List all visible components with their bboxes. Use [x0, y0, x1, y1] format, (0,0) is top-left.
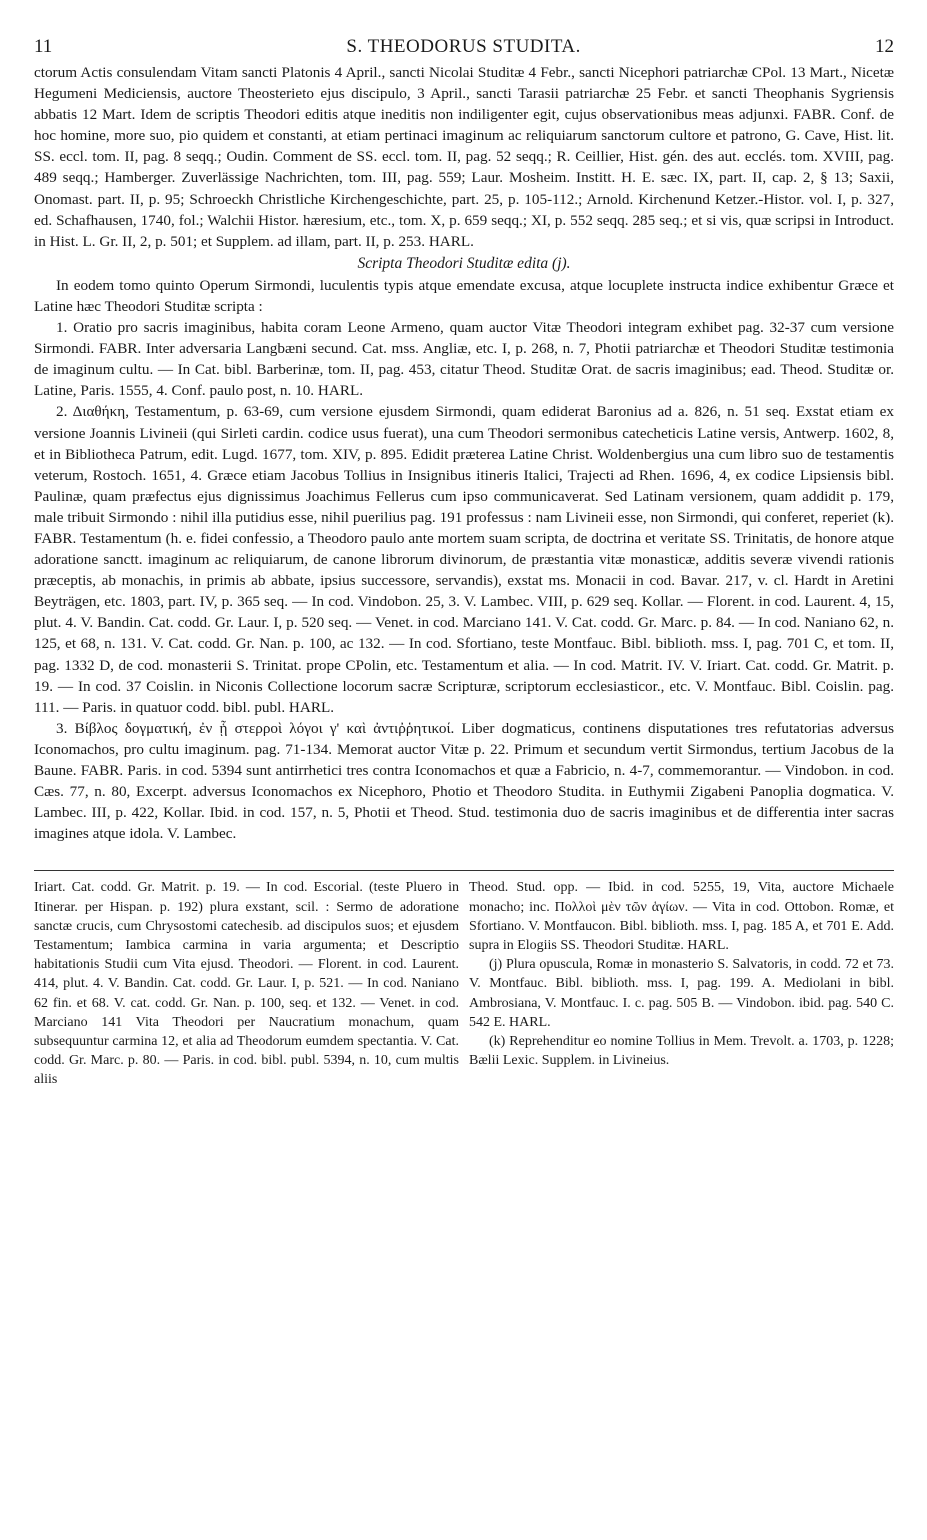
intro-paragraph: ctorum Actis consulendam Vitam sancti Platonis 4 April., sancti Nicolai Studitæ 4 Febr., sancti Nicephori patriarchæ CPol. 13 Mart., Nicetæ Hegumeni Mediciensis, auctore Theosterieto ejus discipulo, 3 April., sancti Tarasii patriarchæ 25 Febr. et sancti Theophanis Sygriensis abbatis 12 Mart. Idem de scriptis Theodori editis atque ineditis non indiligenter egit, cujus observationibus meas adjunxi. FABR. Conf. de hoc homine, more suo, pio quidem et constanti, at etiam pertinaci imaginum ac reliquiarum sanctorum cultore et patrono, G. Cave, Hist. lit. SS. eccl. tom. II, pag. 8 seqq.; Oudin. Comment de SS. eccl. tom. II, pag. 52 seqq.; R. Ceillier, Hist. gén. des aut. ecclés. tom. XVIII, pag. 489 seqq.; Hamberger. Zuverlässige Nachrichten, tom. III, pag. 559; Laur. Mosheim. Institt. H. E. sæc. IX, part. II, cap. 2, § 13; Saxii, Onomast. part. II, p. 95; Schroeckh Christliche Kirchengeschichte, part. 25, p. 105-112.; Arnold. Kirchenund Ketzer.-Histor. vol. I, p. 327, ed. Schafhausen, 1740, fol.; Walchii Histor. hæresium, etc., tom. X, p. 659 seqq.; XI, p. 552 seqq. 285 seq.; et si vis, quæ scripsi in Introduct. in Hist. L. Gr. II, 2, p. 501; et Supplem. ad illam, part. II, p. 253. HARL. [34, 64, 894, 250]
item-1-paragraph: 1. Oratio pro sacris imaginibus, habita coram Leone Armeno, quam auctor Vitæ Theodori integram exhibet pag. 32-37 cum versione Sirmondi. FABR. Inter adversaria Langbæni secund. Cat. mss. Angliæ, etc. I, p. 268, n. 7, Photii patriarchæ et Theodori Studitæ testimonia de imaginum cultu. — In Cat. bibl. Barberinæ, tom. II, pag. 453, citatur Theod. Studitæ Orat. de sacris imaginibus; ead. Theod. Studitæ or. Latine, Paris. 1555, 4. Conf. paulo post, n. 10. HARL. [34, 319, 894, 400]
footnote-rule [34, 870, 894, 871]
running-title: S. THEODORUS STUDITA. [346, 36, 581, 57]
running-head [34, 36, 894, 58]
item-3-paragraph: 3. Βίβλος δογματική, ἐν ᾗ στερροὶ λόγοι γ' καὶ ἀντιῤῥητικοί. Liber dogmaticus, continens disputationes tres refutatorias adversus Iconomachos, pro cultu imaginum. pag. 71-134. Memorat auctor Vitæ p. 22. Primum et secundum vertit Sirmondus, tertium Jacobus de la Baune. FABR. Paris. in cod. 5394 sunt antirrhetici tres contra Iconomachos et quæ a Fabricio, n. 4-7, commemorantur. — Vindobon. in cod. Cæs. 77, n. 80, Excerpt. adversus Iconomachos ex Nicephoro, Photio et Theodoro Studita. in Euthymii Zigabeni Panoplia dogmatica. V. Lambec. III, p. 422, Kollar. Ibid. in cod. 157, n. 5, Photii et Theod. Stud. testimonia duo de sacris imaginibus et de differentia inter sacras imagines atque idola. V. Lambec. [34, 719, 894, 843]
page-number-left: 11 [34, 36, 53, 57]
page [34, 36, 894, 1090]
footnote-k: (k) Reprehenditur eo nomine Tollius in Mem. Trevolt. a. 1703, p. 1228; Bælii Lexic. Supplem. in Livineius. [469, 1034, 894, 1069]
item-2-paragraph: 2. Διαθήκη, Testamentum, p. 63-69, cum versione ejusdem Sirmondi, quam ediderat Baronius ad a. 826, n. 51 seq. Exstat etiam ex versione Joannis Livineii (qui Sirleti cardin. codice usus fuerat), una cum Theodori sermonibus catecheticis Latine versis, Antwerp. 1602, 8, et in Bibliotheca Patrum, edit. Lugd. 1677, tom. XIV, p. 895. Edidit præterea Latine Christ. Woldenbergius una cum libro suo de testamentis veterum, Rostoch. 1651, 4. Græce etiam Jacobus Tollius in Insignibus itineris Italici, Trajecti ad Rhen. 1696, 4, ex codice Lipsiensis bibl. Paulinæ, quam præfectus ejus dignissimus Joachimus Fellerus cum ipso communicaverat. Sed Latinam versionem, quam addidit p. 179, male tribuit Sirmondo : nihil illa putidius esse, nihil puerilius pag. 191 professus : nam Livineii esse, non Sirmondi, qui conferet, reperiet (k). FABR. Testamentum (h. e. fidei confessio, a Theodoro paulo ante mortem suam scripta, de doctrina et veritate SS. Trinitatis, de honore atque adoratione sanctt. imaginum ac reliquiarum, de canone librorum divinorum, de præstantia vitæ monasticæ, additis severæ vivendi rationis præceptis, ab monachis, in primis ab abbate, ipsius successore, servandis), exstat ms. Monacii in cod. Bavar. 217, v. cl. Hardt in Aretini Beyträgen, etc. 1803, part. IV, p. 365 seq. — In cod. Vindobon. 25, 3. V. Lambec. VIII, p. 629 seq. Kollar. — Florent. in cod. Laurent. 4, 15, plut. 4. V. Bandin. Cat. codd. Gr. Laur. I, p. 520 seq. — Venet. in cod. Marciano 141. V. Cat. codd. Gr. Marc. p. 84. — In cod. Naniano 62, n. 125, et 68, n. 131. V. Cat. codd. Gr. Nan. p. 100, ac 132. — In cod. Sfortiano, teste Montfauc. Bibl. biblioth. mss. I, pag. 701 C, et tom. II, pag. 1332 D, de cod. monasterii S. Trinitat. prope CPolin, etc. Testamentum et alia. — In cod. Matrit. IV. V. Iriart. Cat. codd. Gr. Matrit. p. 19. — In cod. 37 Coislin. in Niconis Collectione locorum sacræ Scripturæ, scriptorum ecclesiasticor., etc. V. Montfauc. Bibl. Coislin. pag. 111. — Paris. in quatuor codd. bibl. publ. HARL. [34, 403, 894, 716]
footnote-column-left [34, 878, 459, 1089]
footnote-column-right [469, 878, 894, 1089]
main-text [34, 62, 894, 844]
page-number-right: 12 [874, 36, 894, 57]
footnotes [34, 878, 894, 1089]
lead-paragraph: In eodem tomo quinto Operum Sirmondi, luculentis typis atque emendate excusa, atque locuplete instructa indice exhibentur Græce et Latine hæc Theodori Studitæ scripta : [34, 276, 894, 315]
footnote-j: (j) Plura opuscula, Romæ in monasterio S. Salvatoris, in codd. 72 et 73. V. Montfauc. Bibl. biblioth. mss. I, pag. 199. A. Mediolani in bibl. Ambrosiana, V. Montfauc. I. c. pag. 505 B. — Vindobon. ibid. pag. 540 C. 542 E. HARL. [469, 957, 894, 1030]
section-title: Scripta Theodori Studitæ edita (j). [357, 254, 571, 272]
footnote-continuation-left: Iriart. Cat. codd. Gr. Matrit. p. 19. — In cod. Escorial. (teste Pluero in Itinerar. per Hispan. p. 192) plura exstant, scil. : Sermo de adoratione sanctæ crucis, cum Chrysostomi catechesib. ad discipulos suos; et ejusdem Testamentum; Iambica carmina in varia argumenta; et Descriptio habitationis Studii cum Vita ejusd. Theodori. — Florent. in cod. Laurent. 414, plut. 4. V. Bandin. Cat. codd. Gr. Laur. I, p. 521. — In cod. Naniano 62 fin. et 68. V. cat. codd. Gr. Nan. p. 100, seq. et 132. — Venet. in cod. Marciano 141 Vita Theodori per Naucratium monachum, quam subsequuntur carmina 12, et alia ad Theodorum eumdem spectantia. V. Cat. codd. Gr. Marc. p. 80. — Paris. in cod. bibl. publ. 5394, n. 10, cum multis aliis [34, 880, 459, 1088]
footnote-continuation-right: Theod. Stud. opp. — Ibid. in cod. 5255, 19, Vita, auctore Michaele monacho; inc. Πολλοὶ μὲν τῶν ἁγίων. — Vita in cod. Ottobon. Romæ, et Sfortiano. V. Montfaucon. Bibl. biblioth. mss. I, pag. 185 A, et 701 E. Add. supra in Elogiis SS. Theodori Studitæ. HARL. [469, 880, 894, 953]
